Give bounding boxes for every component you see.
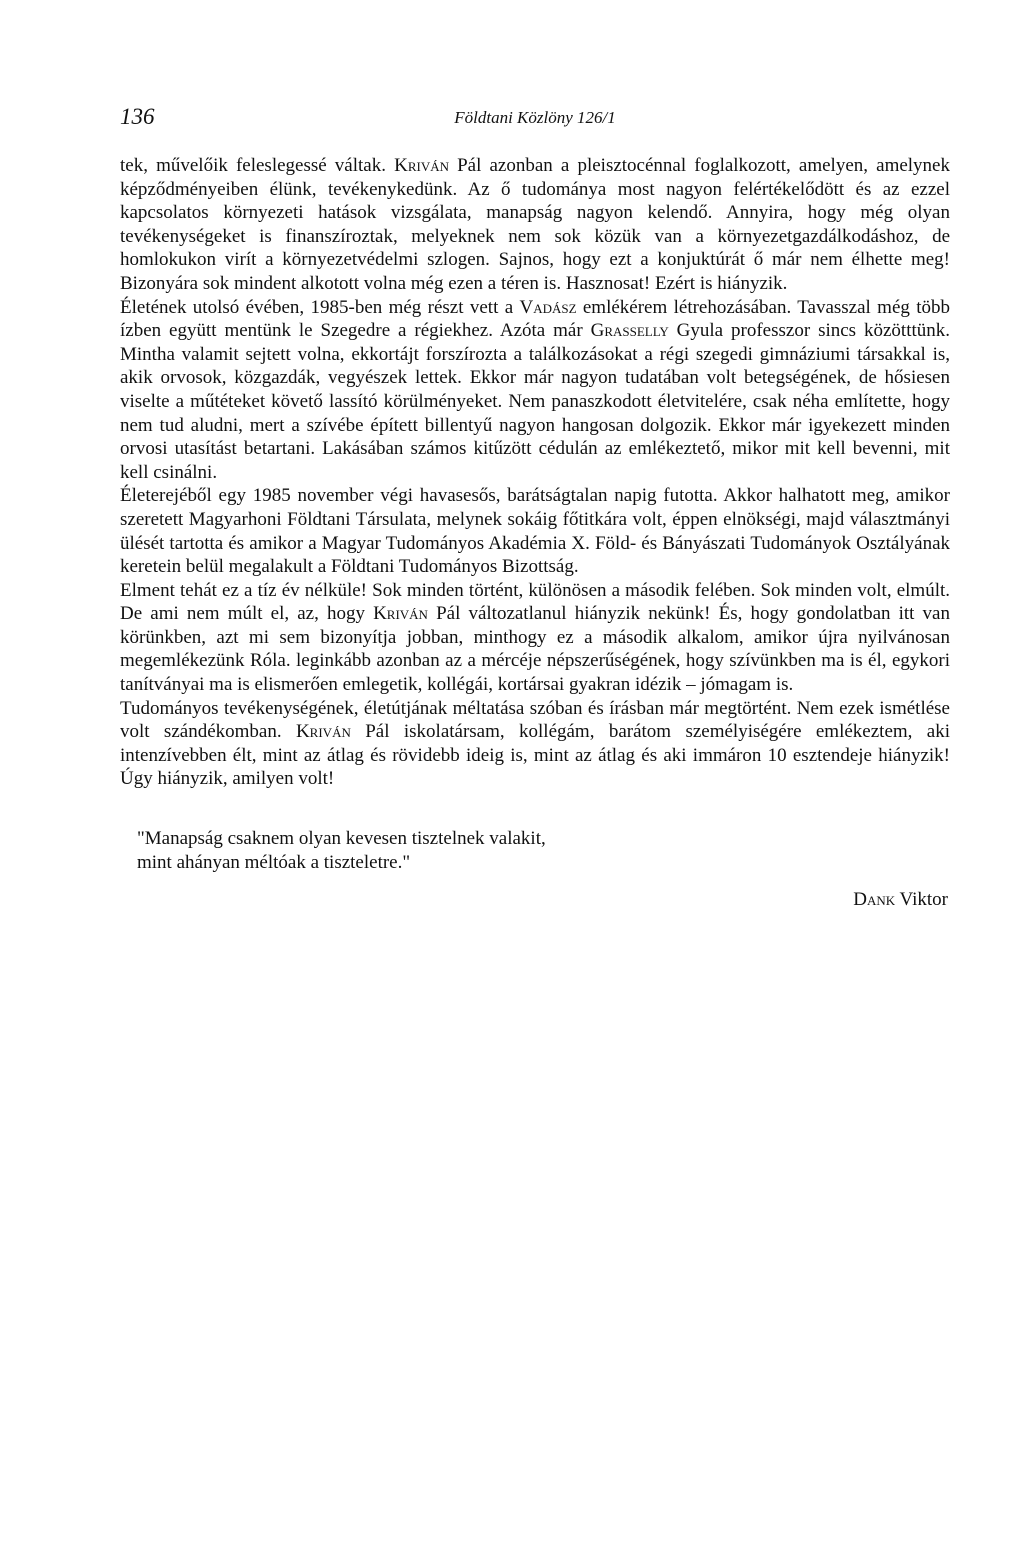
quote-line: mint ahányan méltóak a tiszteletre." (137, 851, 411, 873)
page-number: 136 (120, 104, 155, 129)
text-segment: emlékérem létrehozásában. Tavasszal még több ízben együtt mentünk le Szegedre a régiekhez. Azóta már (120, 296, 950, 342)
person-name: Kriván (295, 721, 351, 743)
running-head: Földtani Közlöny 126/1 (454, 108, 616, 127)
person-name: Vadász (519, 296, 577, 318)
text-segment: Elment tehát ez a tíz év nélküle! Sok minden történt, különösen a második felében. Sok minden volt, elmúlt. De ami nem múlt el, az, hogy (120, 579, 950, 625)
text-segment: Tudományos tevékenységének, életútjának méltatása szóban és írásban már megtörtént. Nem ezek ismétlése volt szándékomban. (120, 697, 950, 743)
author-signature (853, 888, 948, 912)
article-body (120, 154, 950, 791)
text-segment: Pál iskolatársam, kollégám, barátom személyiségére emlékeztem, aki intenzívebben élt, mint az átlag és rövidebb ideig is, mint az átlag és aki immáron 10 esztendeje hiányzik! Úgy hiányzik, amilyen volt! (120, 721, 950, 790)
text-segment: Pál azonban a pleisztocénnal foglalkozott, amelyen, amelynek képződményeiben élünk, tevékenykedünk. Az ő tudománya most nagyon felértékelődött és az ezzel kapcsolatos környezeti hatások vizsgálata, manapság nagyon kelendő. Annyira, hogy még olyan tevékenységeket is finanszíroztak, melyeknek nem sok közük van a környezetgazdálkodáshoz, de homlokukon virít a környezetvédelmi szlogen. Sajnos, hogy ezt a konjuktúrát ő már nem élhette meg! Bizonyára sok mindent alkotott volna még ezen a téren is. Hasznosat! Ezért is hiányzik. (120, 155, 950, 294)
text-segment: Gyula professzor sincs közötttünk. Mintha valamit sejtett volna, ekkortájt forszírozta a találkozásokat a régi szegedi gimnáziumi társakkal is, akik orvosok, közgazdák, vegyészek lettek. Ekkor már nagyon tudatában volt betegségének, de hősiesen viselte a műtéteket követő lassító körülményeket. Nem panaszkodott életvitelére, csak néha említette, hogy nem tud aludni, mert a szívébe épített billentyű nagyon hangosan dolgozik. Ekkor már igyekezett minden orvosi utasítást betartani. Lakásában számos kitűzött cédulán az emlékeztető, mikor mit kell bevenni, mit kell csinálni. (120, 320, 951, 483)
person-name: Grasselly (590, 320, 669, 342)
paragraph (120, 697, 950, 791)
paragraph (120, 484, 950, 578)
paragraph (120, 154, 950, 296)
quote-line: "Manapság csaknem olyan kevesen tisztelnek valakit, (137, 828, 546, 849)
text-segment: Életerejéből egy 1985 november végi havasesős, barátságtalan napig futotta. Akkor halhatott meg, amikor szeretett Magyarhoni Földtani Társulata, melynek sokáig főtitkára volt, éppen elnökségi, majd választmányi ülését tartotta és amikor a Magyar Tudományos Akadémia X. Föld- és Bányászati Tudományok Osztályának keretein belül megalakult a Földtani Tudományos Bizottság. (120, 485, 950, 578)
signature-given-name: Viktor (899, 889, 948, 910)
text-segment: tek, művelőik feleslegessé váltak. (120, 155, 395, 176)
text-segment: Életének utolsó évében, 1985-ben még részt vett a (120, 296, 520, 318)
paragraph (120, 296, 950, 485)
author-name: Kriván (394, 155, 449, 176)
closing-quote (137, 827, 837, 874)
paragraph (120, 579, 950, 697)
page-header (120, 100, 950, 136)
text-segment: Pál változatlanul hiányzik nekünk! És, hogy gondolatban itt van körünkben, azt mi sem bizonyítja jobban, minthogy ez a második alkalom, amikor újra nyilvánosan megemlékezünk Róla. leginkább azonban az a mércéje népszerűségének, hogy szívünkben ma is él, egykori tanítványai ma is elismerően emlegetik, kollégái, kortársai gyakran idézik – jómagam is. (120, 603, 950, 696)
person-name: Kriván (373, 603, 428, 625)
signature-surname: Dank (853, 889, 896, 910)
